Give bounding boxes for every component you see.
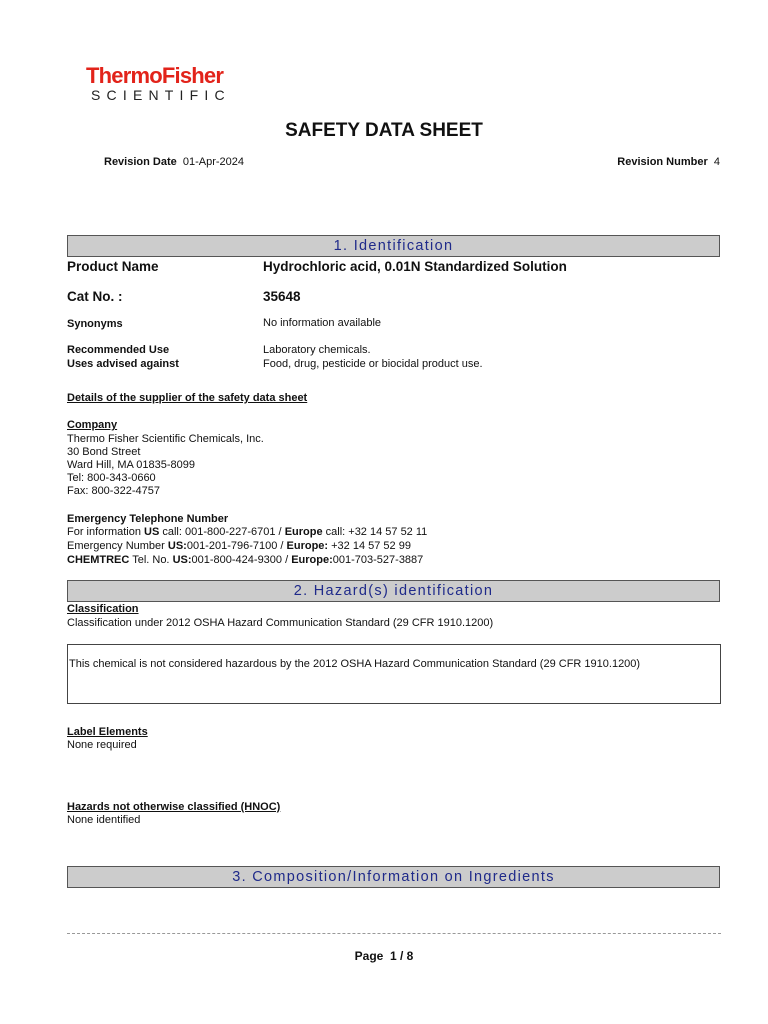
recommended-use-value: Laboratory chemicals. [263, 344, 371, 356]
emergency-phone-heading: Emergency Telephone Number [67, 513, 229, 525]
brand-logo-subtitle: SCIENTIFIC [91, 87, 231, 103]
classification-text: Classification under 2012 OSHA Hazard Communication Standard (29 CFR 1910.1200) [67, 617, 494, 629]
company-heading: Company [67, 419, 118, 431]
revision-number [617, 156, 720, 169]
company-tel: Tel: 800-343-0660 [67, 472, 156, 484]
brand-logo-wordmark: ThermoFisher [86, 63, 224, 88]
emergency-line-chemtrec: CHEMTREC Tel. No. US:001-800-424-9300 / Europe:001-703-527-3887 [67, 554, 424, 566]
company-street: 30 Bond Street [67, 446, 141, 458]
hazard-statement-box [67, 644, 721, 704]
label-elements-heading: Label Elements [67, 726, 148, 738]
company-city: Ward Hill, MA 01835-8099 [67, 459, 195, 471]
supplier-details-heading: Details of the supplier of the safety data sheet [67, 392, 308, 404]
hnoc-heading: Hazards not otherwise classified (HNOC) [67, 801, 281, 813]
revision-date-value: 01-Apr-2024 [182, 156, 245, 168]
emergency-line-number: Emergency Number US:001-201-796-7100 / Europe: +32 14 57 52 99 [67, 540, 411, 552]
product-name-label: Product Name [67, 259, 159, 274]
uses-advised-against-value: Food, drug, pesticide or biocidal product use. [263, 358, 483, 370]
page-value: 1 / 8 [390, 949, 414, 963]
synonyms-label: Synonyms [67, 318, 123, 330]
page-number [0, 949, 768, 963]
hazard-statement-text: This chemical is not considered hazardous by the 2012 OSHA Hazard Communication Standard (29 CFR 1910.1200) [69, 658, 641, 670]
synonyms-value: No information available [263, 317, 382, 329]
product-name-value: Hydrochloric acid, 0.01N Standardized Solution [263, 259, 567, 274]
revision-number-label: Revision Number [617, 156, 708, 168]
section-1-heading: 1. Identification [67, 235, 720, 257]
revision-date-label: Revision Date [104, 156, 177, 168]
company-fax: Fax: 800-322-4757 [67, 485, 160, 497]
revision-number-value: 4 [713, 156, 720, 168]
uses-advised-against-label: Uses advised against [67, 358, 179, 370]
section-3-heading: 3. Composition/Information on Ingredients [67, 866, 720, 888]
page-label: Page [354, 949, 384, 963]
classification-heading: Classification [67, 603, 139, 615]
hnoc-text: None identified [67, 814, 141, 826]
emergency-line-information: For information US call: 001-800-227-6701 / Europe call: +32 14 57 52 11 [67, 526, 428, 538]
document-title: SAFETY DATA SHEET [285, 120, 483, 141]
label-elements-text: None required [67, 739, 137, 751]
section-2-heading: 2. Hazard(s) identification [67, 580, 720, 602]
footer-divider [67, 933, 721, 934]
cat-no-value: 35648 [263, 289, 301, 304]
cat-no-label: Cat No. : [67, 289, 123, 304]
recommended-use-label: Recommended Use [67, 344, 170, 356]
revision-date [104, 156, 244, 169]
company-name: Thermo Fisher Scientific Chemicals, Inc. [67, 433, 264, 445]
